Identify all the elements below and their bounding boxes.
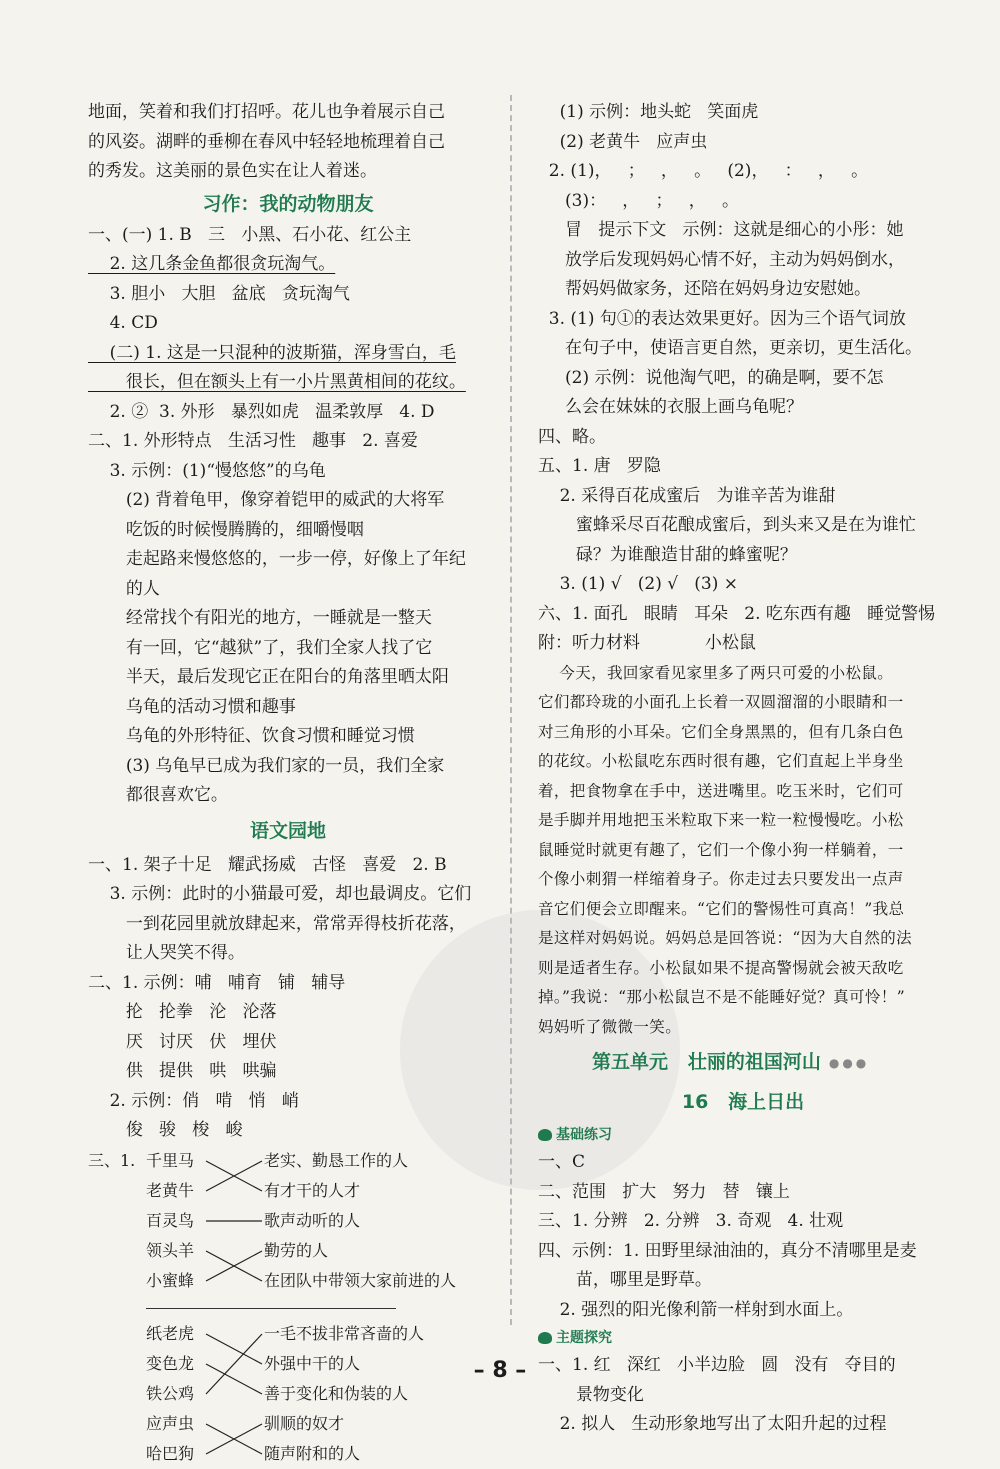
answer-line: 2. 示例：俏 啃 悄 峭	[88, 1090, 299, 1111]
answer-line: 2. 强烈的阳光像利箭一样射到水面上。	[538, 1299, 854, 1320]
unit-title-text: 第五单元 壮丽的祖国河山	[592, 1051, 821, 1073]
story-line: 的花纹。小松鼠吃东西时很有趣，它们直起上半身坐	[538, 752, 904, 770]
answer-line: 四、略。	[538, 426, 606, 447]
answer-line: 蜜蜂采尽百花酿成蜜后，到头来又是在为谁忙	[538, 515, 916, 535]
answer-line: (3) 乌龟早已成为我们家的一员，我们全家	[88, 755, 445, 776]
match-right: 随声附和的人	[264, 1443, 361, 1463]
answer-line: 一、C	[538, 1152, 586, 1172]
answer-line: 三、1. 分辨 2. 分辨 3. 奇观 4. 壮观	[538, 1211, 844, 1231]
answer-line: 厌 讨厌 伏 埋伏	[88, 1031, 277, 1052]
paw-icon	[538, 1332, 552, 1344]
answer-line: 3. 示例：此时的小猫最可爱，却也最调皮。它们	[88, 884, 472, 904]
answer-line: 一到花园里就放肆起来，常常弄得枝折花落，	[88, 913, 466, 934]
story-line: 个像小刺猬一样缩着身子。你走过去只要发出一点声	[538, 870, 904, 888]
answer-line: 半天，最后发现它正在阳台的角落里晒太阳	[88, 667, 449, 687]
answer-line: 二、1. 示例：哺 哺育 铺 辅导	[88, 972, 346, 993]
match-separator	[146, 1296, 396, 1309]
match-left: 百灵鸟	[146, 1210, 195, 1230]
answer-line: 二、1. 外形特点 生活习性 趣事 2. 喜爱	[88, 431, 418, 451]
answer-line: (3)： ， ； ， 。	[538, 190, 739, 211]
answer-line: 帮妈妈做家务，还陪在妈妈身边安慰她。	[538, 279, 872, 299]
intro-line: 的秀发。这美丽的景色实在让人着迷。	[88, 161, 377, 181]
answer-line	[88, 250, 488, 280]
answer-line: (2) 示例：说他淘气吧，的确是啊，要不怎	[538, 367, 884, 388]
answer-line: 一、1. 架子十足 耀武扬威 古怪 喜爱 2. B	[88, 854, 447, 875]
answer-line: 抡 抡拳 沦 沦落	[88, 1002, 277, 1022]
story-line: 妈妈听了微微一笑。	[538, 1017, 682, 1036]
match-right: 在团队中带领大家前进的人	[264, 1270, 457, 1290]
paw-icon	[538, 1129, 552, 1141]
answer-line: 四、示例：1. 田野里绿油油的，真分不清哪里是麦	[538, 1240, 917, 1261]
subsection-basic	[538, 1122, 948, 1148]
match-left: 老黄牛	[146, 1180, 195, 1200]
story-line: 它们都玲珑的小面孔上长着一双圆溜溜的小眼睛和一	[538, 693, 904, 711]
match-left: 变色龙	[146, 1353, 195, 1373]
answer-line: 4. CD	[88, 313, 158, 333]
answer-line: 都很喜欢它。	[88, 785, 228, 805]
answer-line: 苗，哪里是野草。	[538, 1270, 712, 1290]
match-left: 纸老虎	[146, 1323, 195, 1343]
answer-line: 么会在妹妹的衣服上画乌龟呢？	[538, 397, 804, 417]
story-line: 对三角形的小耳朵。它们全身黑黑的，但有几条白色	[538, 722, 904, 741]
subsection-label: 基础练习	[556, 1127, 612, 1143]
answer-line: (2) 背着龟甲，像穿着铠甲的威武的大将军	[88, 490, 445, 510]
answer-line: 让人哭笑不得。	[88, 943, 245, 963]
intro-line: 地面，笑着和我们打招呼。花儿也争着展示自己	[88, 102, 445, 122]
match-right: 有才干的人才	[264, 1180, 361, 1200]
answer-line: 2. ② 3. 外形 暴烈如虎 温柔敦厚 4. D	[88, 401, 435, 422]
match-right: 外强中干的人	[264, 1353, 361, 1373]
answer-line: 供 提供 哄 哄骗	[88, 1061, 277, 1081]
story-line: 今天，我回家看见家里多了两只可爱的小松鼠。	[538, 663, 894, 682]
answer-line: 的人	[88, 578, 160, 599]
answer-line: 乌龟的活动习惯和趣事	[88, 696, 296, 717]
answer-line: 景物变化	[538, 1384, 644, 1405]
match-left: 铁公鸡	[146, 1383, 195, 1403]
match-left: 哈巴狗	[146, 1443, 195, 1463]
answer-line: 在句子中，使语言更自然，更亲切，更生活化。	[538, 338, 923, 358]
answer-line: 3. 胆小 大胆 盆底 贪玩淘气	[88, 283, 350, 304]
match-lines-1	[88, 1146, 488, 1296]
story-line: 着，把食物拿在手中，送进嘴里。吃玉米时，它们可	[538, 781, 904, 800]
match-left: 领头羊	[146, 1240, 195, 1260]
answer-line: 2. (1)， ； ， 。 (2)， ： ， 。	[538, 161, 869, 181]
story-line: 鼠睡觉时就更有趣了，它们一个像小狗一样躺着，一	[538, 840, 904, 859]
answer-line	[88, 368, 488, 398]
answer-line: 俊 骏 梭 峻	[88, 1120, 243, 1140]
answer-line: (1) 示例：地头蛇 笑面虎	[538, 102, 759, 122]
column-divider	[510, 95, 512, 1325]
answer-line: 经常找个有阳光的地方，一睡就是一整天	[88, 608, 432, 628]
answer-line: 一、1. 红 深红 小半边脸 圆 没有 夺目的	[538, 1355, 896, 1375]
subsection-explore	[538, 1325, 948, 1351]
match-right: 老实、勤恳工作的人	[264, 1150, 409, 1170]
subsection-label: 主题探究	[556, 1330, 612, 1346]
underlined-answer: 很长，但在额头上有一小片黑黄相间的花纹。	[88, 372, 466, 392]
answer-line: 放学后发现妈妈心情不好，主动为妈妈倒水，	[538, 249, 906, 270]
match-left: 小蜜蜂	[146, 1270, 195, 1290]
answer-line: 附：听力材料 小松鼠	[538, 633, 756, 653]
answer-line: 一、(一) 1. B 三 小黑、石小花、红公主	[88, 224, 412, 245]
decorative-dots-icon: ●●●	[828, 1055, 870, 1070]
intro-line: 的风姿。湖畔的垂柳在春风中轻轻地梳理着自己	[88, 131, 445, 152]
answer-line: 吃饭的时候慢腾腾的，细嚼慢咽	[88, 519, 364, 540]
answer-line: 3. (1) 句①的表达效果更好。因为三个语气词放	[538, 308, 906, 329]
answer-line: 有一回，它“越狱”了，我们全家人找了它	[88, 637, 433, 658]
story-line: 是手脚并用地把玉米粒取下来一粒一粒慢慢吃。小松	[538, 811, 904, 829]
answer-line: 3. 示例：(1)“慢悠悠”的乌龟	[88, 460, 326, 481]
unit-title	[538, 1042, 948, 1082]
answer-line: 二、范围 扩大 努力 替 镶上	[538, 1181, 790, 1202]
page-number: – 8 –	[473, 1358, 527, 1383]
answer-line: 六、1. 面孔 眼睛 耳朵 2. 吃东西有趣 睡觉警惕	[538, 603, 936, 624]
section-heading-garden: 语文园地	[249, 819, 326, 842]
answer-line: 冒 提示下文 示例：这就是细心的小彤：她	[538, 220, 904, 240]
match-right: 勤劳的人	[264, 1240, 329, 1260]
match-left: 千里马	[146, 1150, 195, 1170]
answer-line: 3. (1) √ (2) √ (3) ×	[538, 574, 739, 594]
match-right: 一毛不拔非常吝啬的人	[264, 1323, 425, 1343]
story-line: 音它们便会立即醒来。“它们的警惕性可真高！”我总	[538, 899, 905, 918]
answer-line: 五、1. 唐 罗隐	[538, 456, 661, 476]
answer-line: 2. 拟人 生动形象地写出了太阳升起的过程	[538, 1414, 887, 1434]
story-line: 掉。”我说：“那小松鼠岂不是不能睡好觉？真可怜！”	[538, 988, 906, 1006]
matching-exercise-2	[88, 1319, 488, 1469]
match-right: 驯顺的奴才	[264, 1413, 345, 1433]
story-line: 是这样对妈妈说。妈妈总是回答说：“因为大自然的法	[538, 929, 913, 947]
match-left: 应声虫	[146, 1413, 195, 1433]
lesson-title: 16 海上日出	[681, 1091, 805, 1113]
answer-line: 碌？为谁酿造甘甜的蜂蜜呢？	[538, 544, 797, 565]
underlined-answer: (二) 1. 这是一只混种的波斯猫，浑身雪白，毛	[88, 342, 456, 363]
match-lead: 三、1.	[88, 1150, 136, 1170]
section-heading-writing: 习作：我的动物朋友	[202, 192, 374, 215]
answer-line: 乌龟的外形特征、饮食习惯和睡觉习惯	[88, 726, 415, 746]
match-right: 歌声动听的人	[264, 1210, 361, 1230]
right-column	[538, 98, 948, 1440]
answer-line: 走起路来慢悠悠的，一步一停，好像上了年纪	[88, 549, 466, 569]
answer-line: 2. 采得百花成蜜后 为谁辛苦为谁甜	[538, 485, 836, 506]
answer-line	[88, 339, 488, 369]
match-right: 善于变化和伪装的人	[264, 1383, 409, 1403]
answer-line: (2) 老黄牛 应声虫	[538, 131, 708, 152]
matching-exercise-1	[88, 1146, 488, 1296]
left-column	[88, 98, 488, 1469]
match-lines-2	[88, 1319, 488, 1469]
story-line: 则是适者生存。小松鼠如果不提高警惕就会被天敌吃	[538, 958, 904, 977]
underlined-answer: 2. 这几条金鱼都很贪玩淘气。	[88, 254, 336, 274]
